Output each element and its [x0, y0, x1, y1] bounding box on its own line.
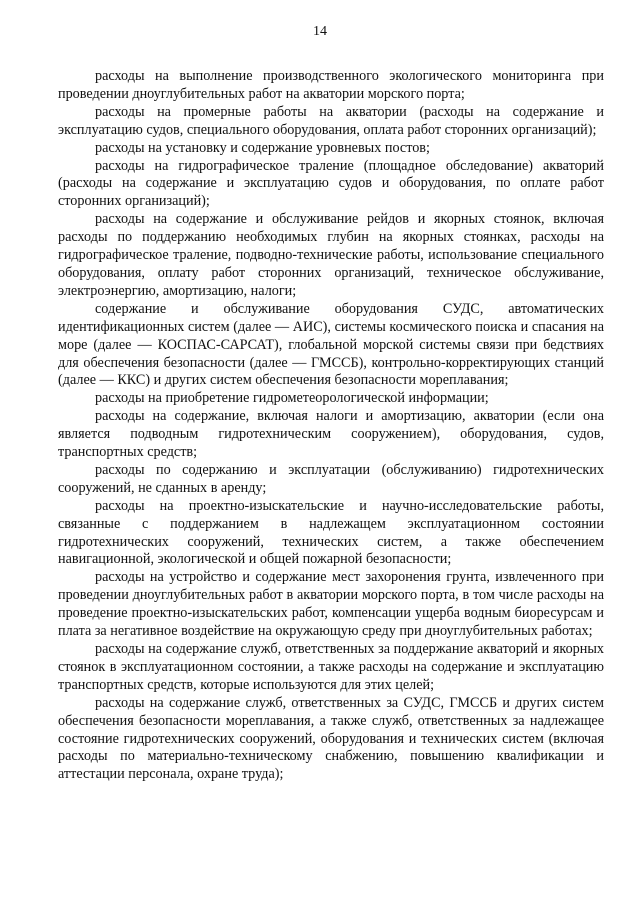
paragraph: расходы на содержание, включая налоги и амортизацию, акватории (если она является подводным гидротехническим сооружением), оборудования, судов, транспортных средств; — [58, 408, 604, 461]
paragraph: расходы на гидрографическое траление (площадное обследование) акваторий (расходы на содержание и эксплуатацию судов и оборудования, по оплате работ сторонних организаций); — [58, 157, 604, 210]
document-body — [58, 68, 604, 784]
paragraph: расходы на содержание служб, ответственных за СУДС, ГМССБ и других систем обеспечения безопасности мореплавания, а также служб, ответственных за надлежащее состояние гидротехнических сооружений, оборудования и технических систем (включая расходы по материально-техническому снабжению, повышению квалификации и аттестации персонала, охране труда); — [58, 694, 604, 783]
paragraph: расходы на промерные работы на акватории (расходы на содержание и эксплуатацию судов, специального оборудования, оплата работ сторонних организаций); — [58, 103, 604, 138]
paragraph: расходы на устройство и содержание мест захоронения грунта, извлеченного при проведении дноуглубительных работ в акватории морского порта, в том числе расходы на проведение проектно-изыскательских работ, компенсации ущерба водным биоресурсам и плата за негативное воздействие на окружающую среду при дноуглубительных работах; — [58, 569, 604, 640]
paragraph: расходы на проектно-изыскательские и научно-исследовательские работы, связанные с поддержанием в надлежащем эксплуатационном состоянии гидротехнических сооружений, технических систем, а также обеспечением навигационной, экологической и общей пожарной безопасности; — [58, 497, 604, 568]
paragraph: содержание и обслуживание оборудования СУДС, автоматических идентификационных систем (далее — АИС), системы космического поиска и спасания на море (далее — КОСПАС-САРСАТ), глобальной морской системы связи при бедствиях для обеспечения безопасности (далее — ГМССБ), контрольно-корректирующих станций (далее — ККС) и других систем обеспечения безопасности мореплавания; — [58, 300, 604, 389]
page-number: 14 — [313, 24, 327, 39]
paragraph: расходы по содержанию и эксплуатации (обслуживанию) гидротехнических сооружений, не сданных в аренду; — [58, 461, 604, 496]
paragraph: расходы на установку и содержание уровневых постов; — [95, 139, 430, 156]
paragraph: расходы на выполнение производственного экологического мониторинга при проведении дноуглубительных работ на акватории морского порта; — [58, 68, 604, 102]
paragraph: расходы на содержание служб, ответственных за поддержание акваторий и якорных стоянок в эксплуатационном состоянии, а также расходы на содержание и эксплуатацию транспортных средств, которые используются для этих целей; — [58, 641, 604, 693]
paragraph: расходы на содержание и обслуживание рейдов и якорных стоянок, включая расходы по поддержанию необходимых глубин на якорных стоянках, расходы на гидрографическое траление, подводно-технические работы, использование специального оборудования, оплату работ сторонних организаций, техническое обслуживание, электроэнергию, амортизацию, налоги; — [58, 211, 604, 299]
paragraph: расходы на приобретение гидрометеорологической информации; — [95, 390, 489, 407]
